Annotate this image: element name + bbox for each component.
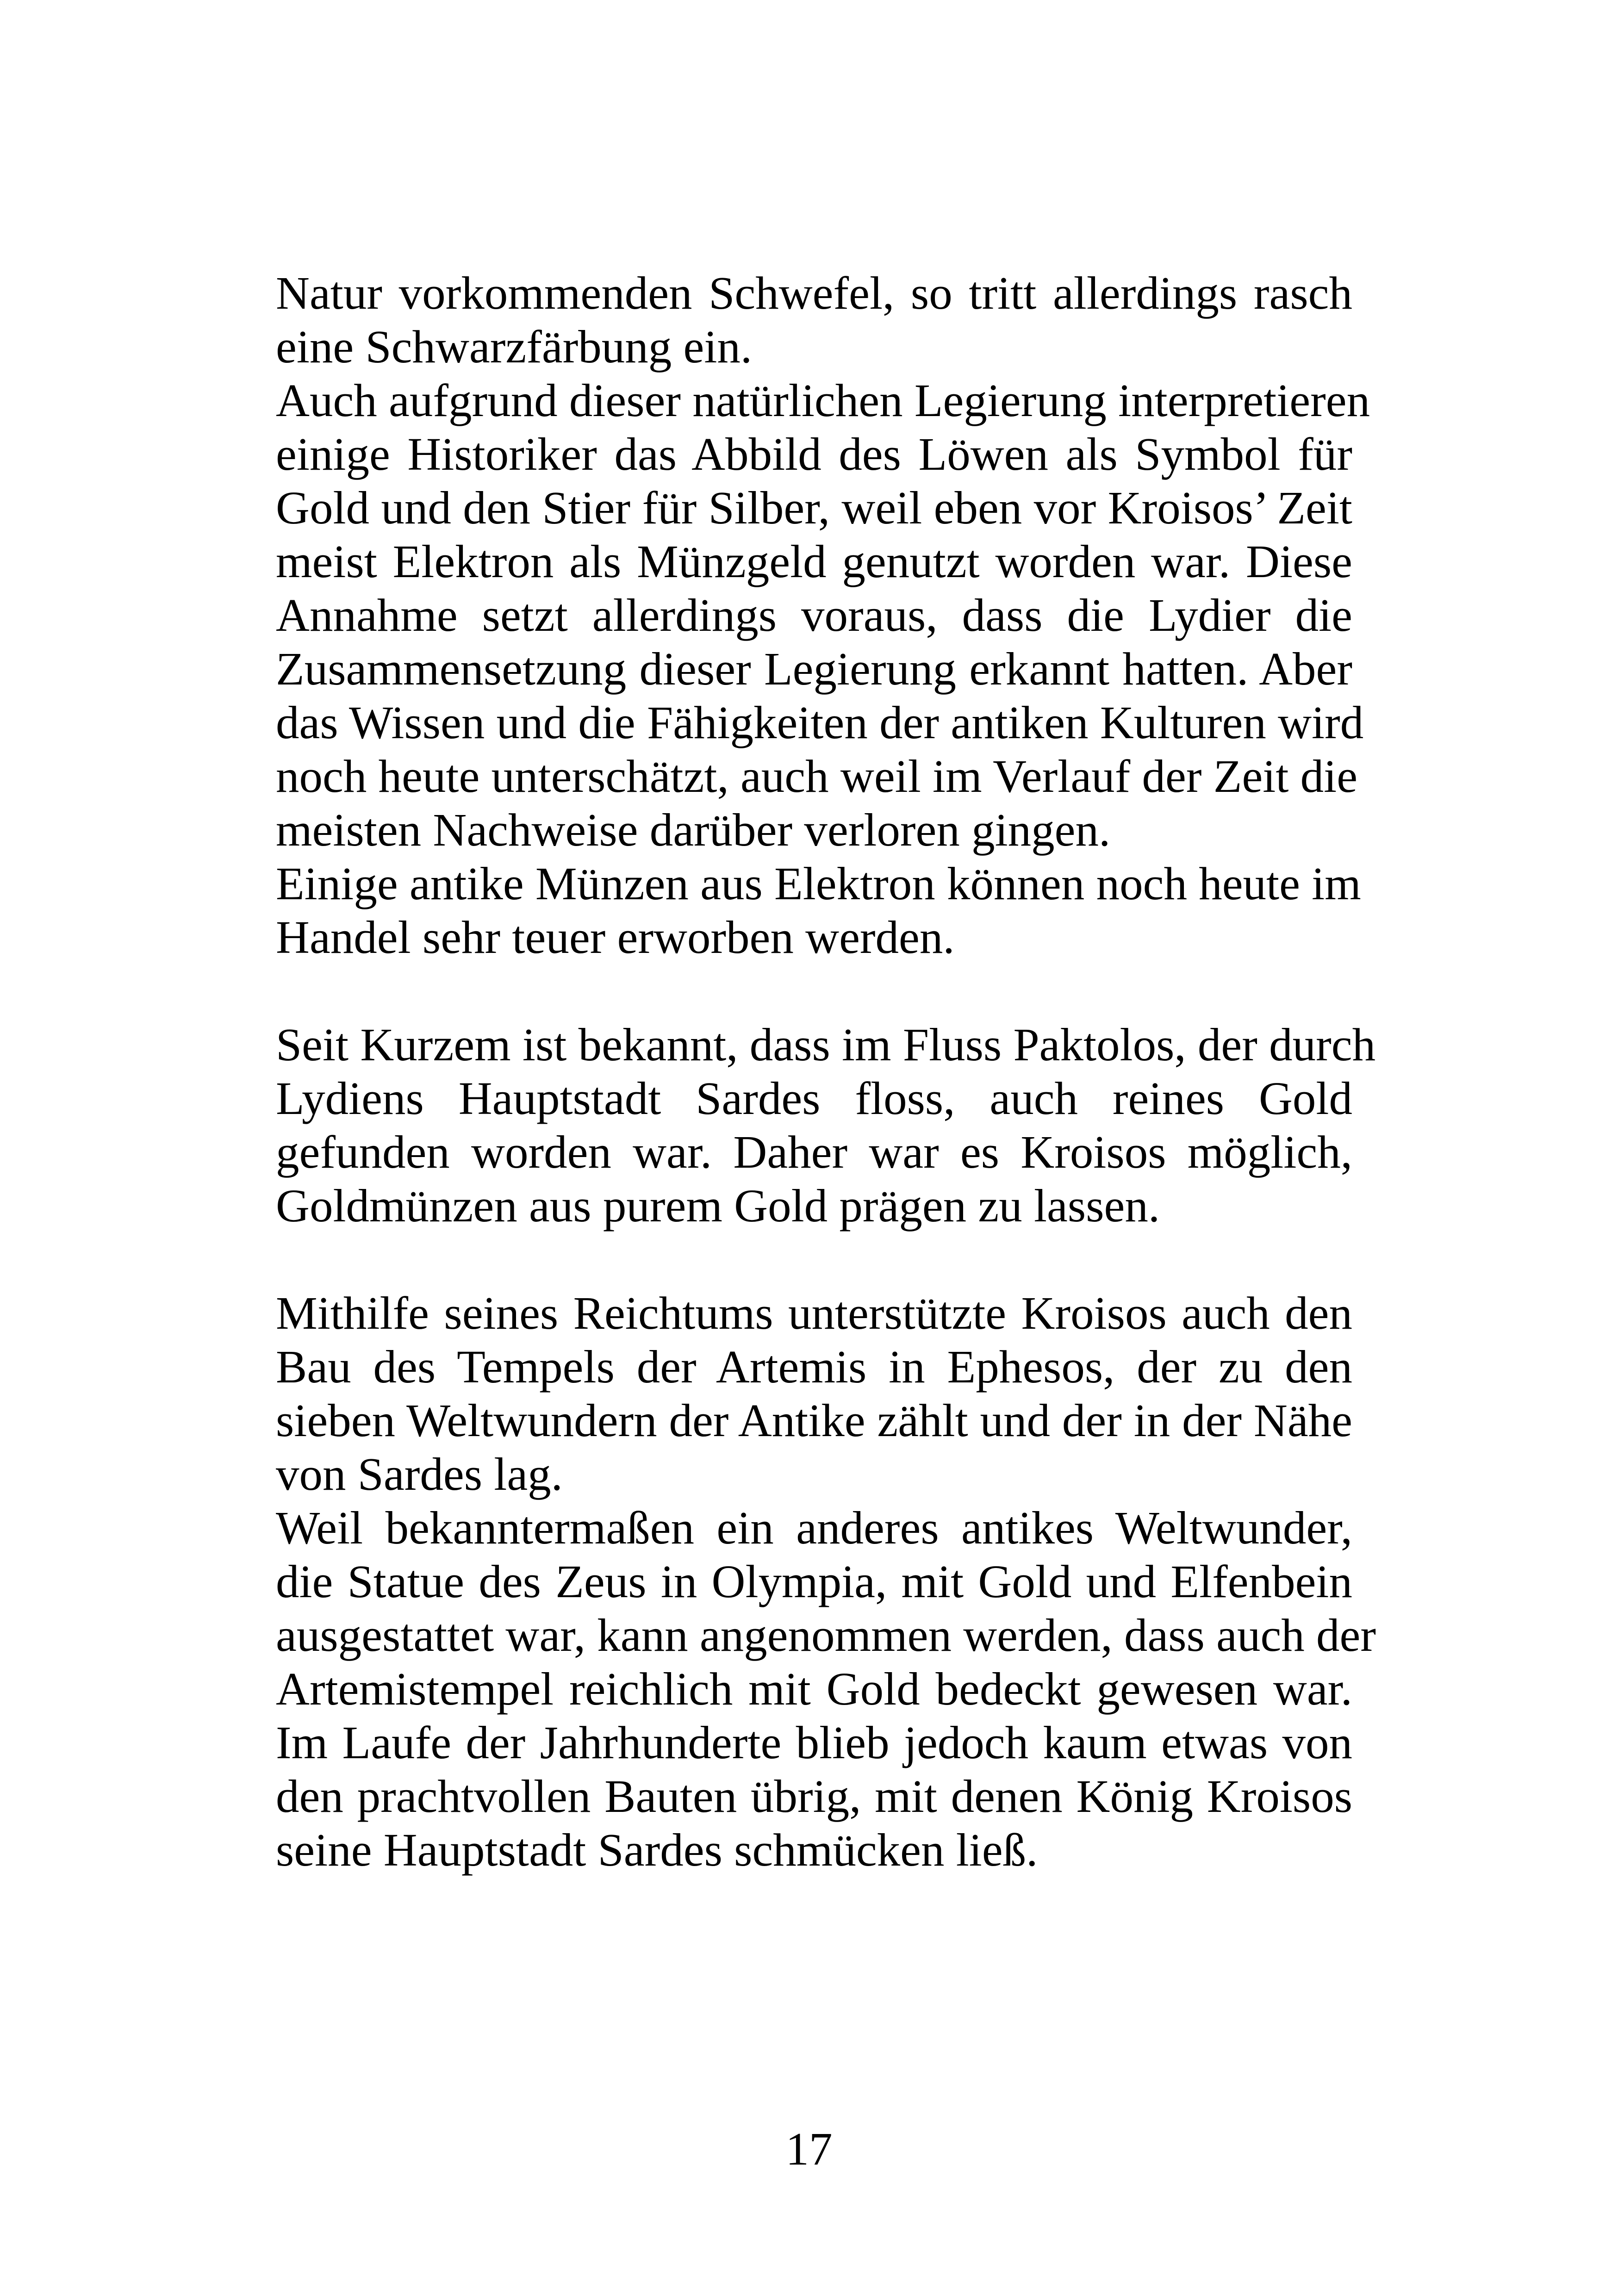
paragraph-1 — [276, 266, 1352, 373]
text-line: seine Hauptstadt Sardes schmücken ließ. — [276, 1824, 1038, 1876]
text-line: sieben Weltwundern der Antike zählt und der in der Nähe — [276, 1394, 1352, 1446]
text-line: Im Laufe der Jahrhunderte blieb jedoch kaum etwas von — [276, 1717, 1352, 1768]
text-line: Mithilfe seines Reichtums unterstützte Kroisos auch den — [276, 1287, 1352, 1339]
text-line: Annahme setzt allerdings voraus, dass die Lydier die — [276, 589, 1352, 641]
text-line: Handel sehr teuer erworben werden. — [276, 911, 955, 963]
page-number: 17 — [785, 2123, 833, 2175]
text-line: Goldmünzen aus purem Gold prägen zu lassen. — [276, 1180, 1160, 1232]
body-text — [276, 266, 1376, 1877]
text-line: Einige antike Münzen aus Elektron können noch heute im — [276, 858, 1361, 909]
text-line: Gold und den Stier für Silber, weil eben vor Kroisos’ Zeit — [276, 482, 1352, 534]
text-line: Natur vorkommenden Schwefel, so tritt allerdings rasch — [276, 267, 1352, 319]
text-line: Artemistempel reichlich mit Gold bedeckt gewesen war. — [276, 1663, 1352, 1715]
text-line: Weil bekanntermaßen ein anderes antikes Weltwunder, — [276, 1502, 1352, 1554]
paragraph-5 — [276, 1286, 1352, 1501]
text-line: meist Elektron als Münzgeld genutzt worden war. Diese — [276, 535, 1352, 587]
text-line: noch heute unterschätzt, auch weil im Verlauf der Zeit die — [276, 750, 1358, 802]
paragraph-3 — [276, 857, 1361, 964]
text-line: Zusammensetzung dieser Legierung erkannt hatten. Aber — [276, 643, 1352, 695]
paragraph-spacer — [276, 1232, 1352, 1286]
text-line: Bau des Tempels der Artemis in Ephesos, der zu den — [276, 1341, 1352, 1393]
text-line: Auch aufgrund dieser natürlichen Legierung interpretieren — [276, 374, 1370, 426]
paragraph-6 — [276, 1501, 1376, 1877]
text-line: eine Schwarzfärbung ein. — [276, 321, 753, 373]
paragraph-4 — [276, 1018, 1376, 1232]
text-line: ausgestattet war, kann angenommen werden, dass auch der — [276, 1609, 1376, 1661]
text-line: Lydiens Hauptstadt Sardes floss, auch reines Gold — [276, 1072, 1352, 1124]
paragraph-spacer — [276, 964, 1352, 1018]
text-line: meisten Nachweise darüber verloren gingen. — [276, 804, 1111, 856]
text-line: den prachtvollen Bauten übrig, mit denen König Kroisos — [276, 1770, 1352, 1822]
text-line: das Wissen und die Fähigkeiten der antiken Kulturen wird — [276, 697, 1364, 748]
paragraph-2 — [276, 373, 1370, 857]
text-line: von Sardes lag. — [276, 1448, 563, 1500]
text-line: die Statue des Zeus in Olympia, mit Gold und Elfenbein — [276, 1556, 1352, 1607]
text-line: gefunden worden war. Daher war es Kroisos möglich, — [276, 1126, 1352, 1178]
text-line: Seit Kurzem ist bekannt, dass im Fluss Paktolos, der durch — [276, 1019, 1376, 1070]
text-line: einige Historiker das Abbild des Löwen als Symbol für — [276, 428, 1352, 480]
